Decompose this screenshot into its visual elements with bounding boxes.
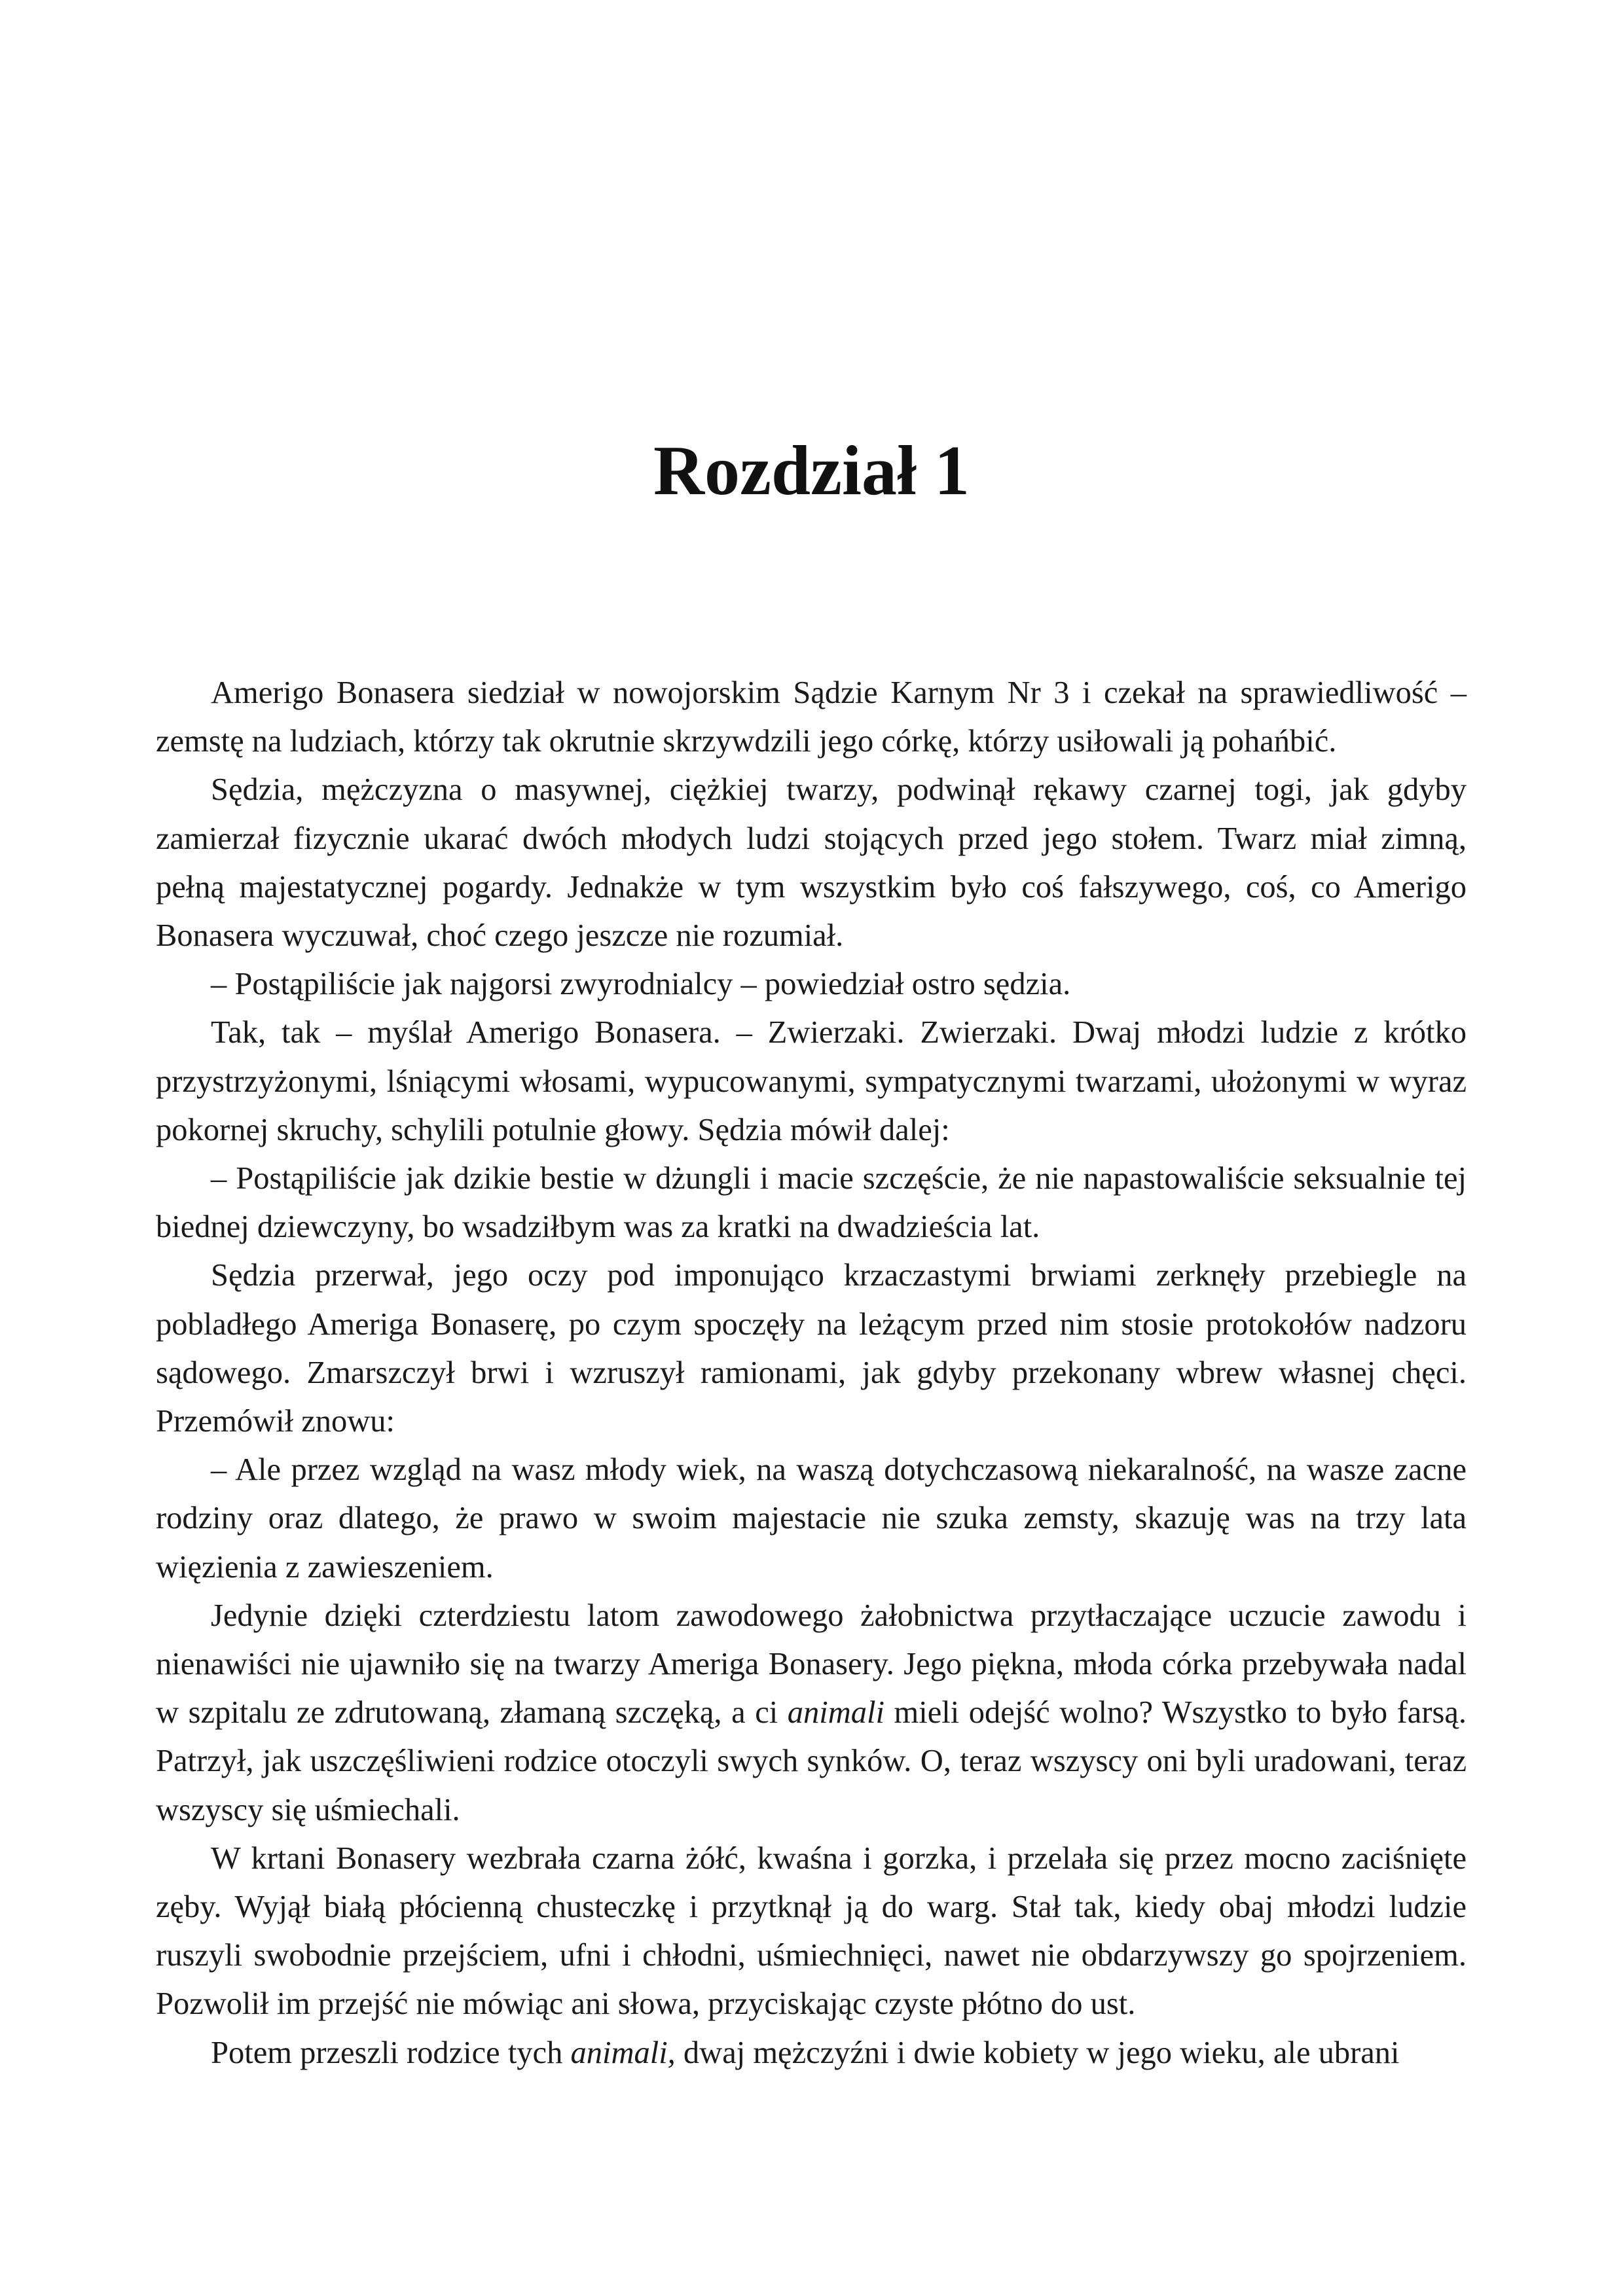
chapter-title: Rozdział 1 xyxy=(653,432,970,510)
paragraph xyxy=(156,2029,1467,2077)
italic-term: animali, xyxy=(570,2035,676,2070)
chapter-body xyxy=(156,669,1467,2077)
paragraph: Amerigo Bonasera siedział w nowojorskim Sądzie Karnym Nr 3 i czekał na sprawiedliwość – zemstę na ludziach, którzy tak okrutnie skrzywdzili jego córkę, którzy usiłowali ją pohańbić. xyxy=(156,675,1467,759)
dialogue-paragraph: – Postąpiliście jak dzikie bestie w dżungli i macie szczęście, że nie napastowaliście seksualnie tej biednej dziewczyny, bo wsadziłbym was za kratki na dwadzieścia lat. xyxy=(156,1161,1467,1245)
paragraph: W krtani Bonasery wezbrała czarna żółć, kwaśna i gorzka, i przelała się przez mocno zaciśnięte zęby. Wyjął białą płócienną chusteczkę i przytknął ją do warg. Stał tak, kiedy obaj młodzi ludzie ruszyli swobodnie przejściem, ufni i chłodni, uśmiechnięci, nawet nie obdarzywszy go spojrzeniem. Pozwolił im przejść nie mówiąc ani słowa, przyciskając czyste płótno do ust. xyxy=(156,1840,1467,2022)
paragraph: Tak, tak – myślał Amerigo Bonasera. – Zwierzaki. Zwierzaki. Dwaj młodzi ludzie z krótko przystrzyżonymi, lśniącymi włosami, wypucowanymi, sympatycznymi twarzami, ułożonymi w wyraz pokornej skruchy, schylili potulnie głowy. Sędzia mówił dalej: xyxy=(156,1015,1467,1147)
paragraph: Sędzia przerwał, jego oczy pod imponująco krzaczastymi brwiami zerknęły przebiegle na pobladłego Ameriga Bonaserę, po czym spoczęły na leżącym przed nim stosie protokołów nadzoru sądowego. Zmarszczył brwi i wzruszył ramionami, jak gdyby przekonany wbrew własnej chęci. Przemówił znowu: xyxy=(156,1258,1467,1439)
paragraph-text: Potem przeszli rodzice tych xyxy=(211,2035,571,2070)
paragraph-text: dwaj mężczyźni i dwie kobiety w jego wieku, ale ubrani xyxy=(675,2035,1400,2070)
paragraph xyxy=(156,1592,1467,1835)
paragraph-text: mieli odejść wolno? Wszystko to było farsą. Patrzył, jak uszczęśliwieni rodzice otoczyli swych synków. O, teraz wszyscy oni byli uradowani, teraz wszyscy się uśmiechali. xyxy=(156,1695,1467,1827)
italic-term: animali xyxy=(787,1695,884,1731)
dialogue-paragraph: – Postąpiliście jak najgorsi zwyrodnialcy – powiedział ostro sędzia. xyxy=(211,967,1071,1002)
paragraph: Sędzia, mężczyzna o masywnej, ciężkiej twarzy, podwinął rękawy czarnej togi, jak gdyby zamierzał fizycznie ukarać dwóch młodych ludzi stojących przed jego stołem. Twarz miał zimną, pełną majestatycznej pogardy. Jednakże w tym wszystkim było coś fałszywego, coś, co Amerigo Bonasera wyczuwał, choć czego jeszcze nie rozumiał. xyxy=(156,772,1467,954)
dialogue-paragraph: – Ale przez wzgląd na wasz młody wiek, na waszą dotychczasową niekaralność, na wasze zacne rodziny oraz dlatego, że prawo w swoim majestacie nie szuka zemsty, skazuję was na trzy lata więzienia z zawieszeniem. xyxy=(156,1452,1467,1585)
paragraph-text: Jedynie dzięki czterdziestu latom zawodowego żałobnictwa przytłaczające uczucie zawodu i nienawiści nie ujawniło się na twarzy Ameriga Bonasery. Jego piękna, młoda córka przebywała nadal w szpitalu ze zdrutowaną, złamaną szczęką, a ci xyxy=(156,1598,1467,1731)
